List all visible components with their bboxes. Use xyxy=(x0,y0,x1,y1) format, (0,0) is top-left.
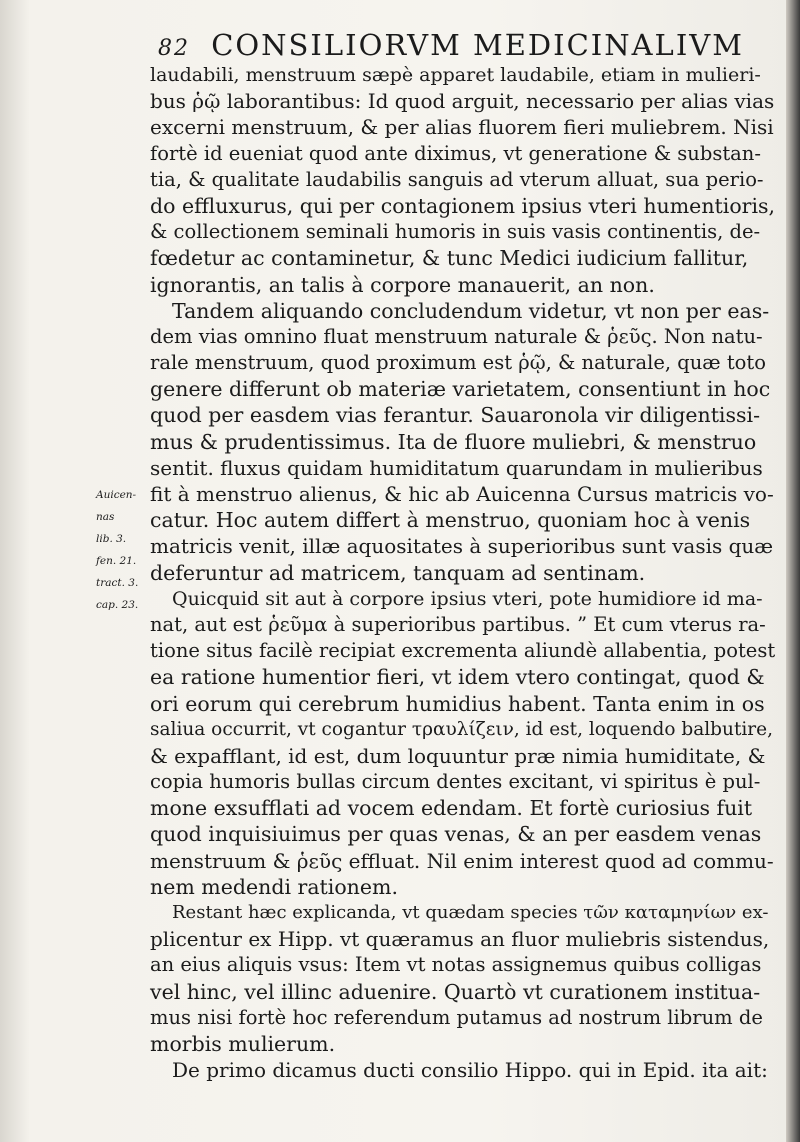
text-line: & expafflant, id est, dum loquuntur præ nimia humiditate, & xyxy=(150,743,766,768)
text-line: vel hinc, vel illinc aduenire. Quartò vt curationem instituа- xyxy=(150,979,761,1004)
text-line: morbis mulierum. xyxy=(150,1031,336,1056)
body-text xyxy=(150,62,775,1083)
text-line: nat, aut est ῥεῦμα à superioribus partibus. ” Et cum vterus ra- xyxy=(150,612,766,636)
text-line: menstruum & ῥεῦς effluat. Nil enim interest quod ad commu- xyxy=(150,848,774,873)
text-line: rale menstruum, quod proximum est ῥῷ, & naturale, quæ toto xyxy=(150,351,766,375)
page-number: 82 xyxy=(158,36,190,61)
text-line: plicentur ex Hipp. vt quæramus an fluor muliebris sistendus, xyxy=(150,927,770,952)
text-line: quod inquisiuimus per quas venas, & an per easdem venas xyxy=(150,822,762,847)
text-line: do effluxurus, qui per contagionem ipsius vteri humentioris, xyxy=(150,193,776,218)
text-line: Tandem aliquando concludendum videtur, vt non per eas- xyxy=(172,298,770,323)
text-line: bus ῥῷ laborantibus: Id quod arguit, necessario per alias vias xyxy=(150,89,775,114)
text-line: mus nisi fortè hoc referendum putamus ad nostrum librum de xyxy=(150,1005,763,1029)
margin-note-line: cap. 23. xyxy=(96,599,139,611)
text-line: ori eorum qui cerebrum humidius habent. Tanta enim in os xyxy=(150,691,765,716)
text-line: genere differunt ob materiæ varietatem, consentiunt in hoc xyxy=(150,377,771,402)
text-line: dem vias omnino fluat menstruum naturale & ῥεῦς. Non natu- xyxy=(150,324,763,348)
text-line: fœdetur ac contaminetur, & tunc Medici iudicium fallitur, xyxy=(150,246,749,271)
text-line: catur. Hoc autem differt à menstruo, quoniam hoc à venis xyxy=(150,508,751,533)
text-line: mone exsufflati ad vocem edendam. Et fortè curiosius fuit xyxy=(150,796,753,821)
margin-note-line: Auicen- xyxy=(96,489,137,501)
text-line: matricis venit, illæ aquositates à superioribus sunt vasis quæ xyxy=(150,534,774,559)
margin-note-line: lib. 3. xyxy=(96,533,127,545)
margin-note xyxy=(96,484,156,616)
text-line: fit à menstruo alienus, & hic ab Auicenna Cursus matricis vo- xyxy=(150,482,774,506)
text-line: ignorantis, an talis à corpore manauerit, an non. xyxy=(150,272,655,297)
text-line: fortè id eueniat quod ante diximus, vt generatione & substan- xyxy=(150,141,761,165)
text-line: tione situs facilè recipiat excrementa aliundè allabentia, potest xyxy=(150,639,776,663)
text-line: excerni menstruum, & per alias fluorem fieri muliebrem. Nisi xyxy=(150,115,774,140)
text-line: Quicquid sit aut à corpore ipsius vteri, pote humidiore id ma- xyxy=(172,587,763,610)
margin-note-line: nas xyxy=(96,511,115,523)
running-title: CONSILIORVM MEDICINALIVM xyxy=(211,28,744,62)
text-line: quod per easdem vias ferantur. Sauaronola vir diligentissi- xyxy=(150,403,761,428)
text-line: tia, & qualitate laudabilis sanguis ad vterum alluat, sua perio- xyxy=(150,167,764,191)
margin-note-line: tract. 3. xyxy=(96,577,139,589)
text-line: an eius aliquis vsus: Item vt notas assignemus quibus colligas xyxy=(150,953,762,977)
text-line: saliua occurrit, vt cogantur τραυλίζειν, id est, loquendo balbutire, xyxy=(150,718,773,740)
margin-note-line: fen. 21. xyxy=(96,555,137,567)
text-line: nem medendi rationem. xyxy=(150,874,398,899)
text-line: copia humoris bullas circum dentes excitant, vi spiritus è pul- xyxy=(150,770,761,794)
text-line: laudabili, menstruum sæpè apparet laudabile, etiam in mulieri- xyxy=(150,64,761,86)
text-line: Restant hæc explicanda, vt quædam species τῶν καταμηνίων ex- xyxy=(172,902,769,923)
text-line: ea ratione humentior fieri, vt idem vtero contingat, quod & xyxy=(150,665,765,690)
page-edge-shadow xyxy=(786,0,800,1142)
text-line: mus & prudentissimus. Ita de fluore muliebri, & menstruo xyxy=(150,429,757,454)
text-line: De primo dicamus ducti consilio Hippo. qui in Epid. ita ait: xyxy=(172,1058,768,1083)
text-line: & collectionem seminali humoris in suis vasis continentis, de- xyxy=(150,220,761,244)
text-line: deferuntur ad matricem, tanquam ad sentinam. xyxy=(150,560,646,585)
text-line: sentit. fluxus quidam humiditatum quarundam in mulieribus xyxy=(150,455,763,480)
